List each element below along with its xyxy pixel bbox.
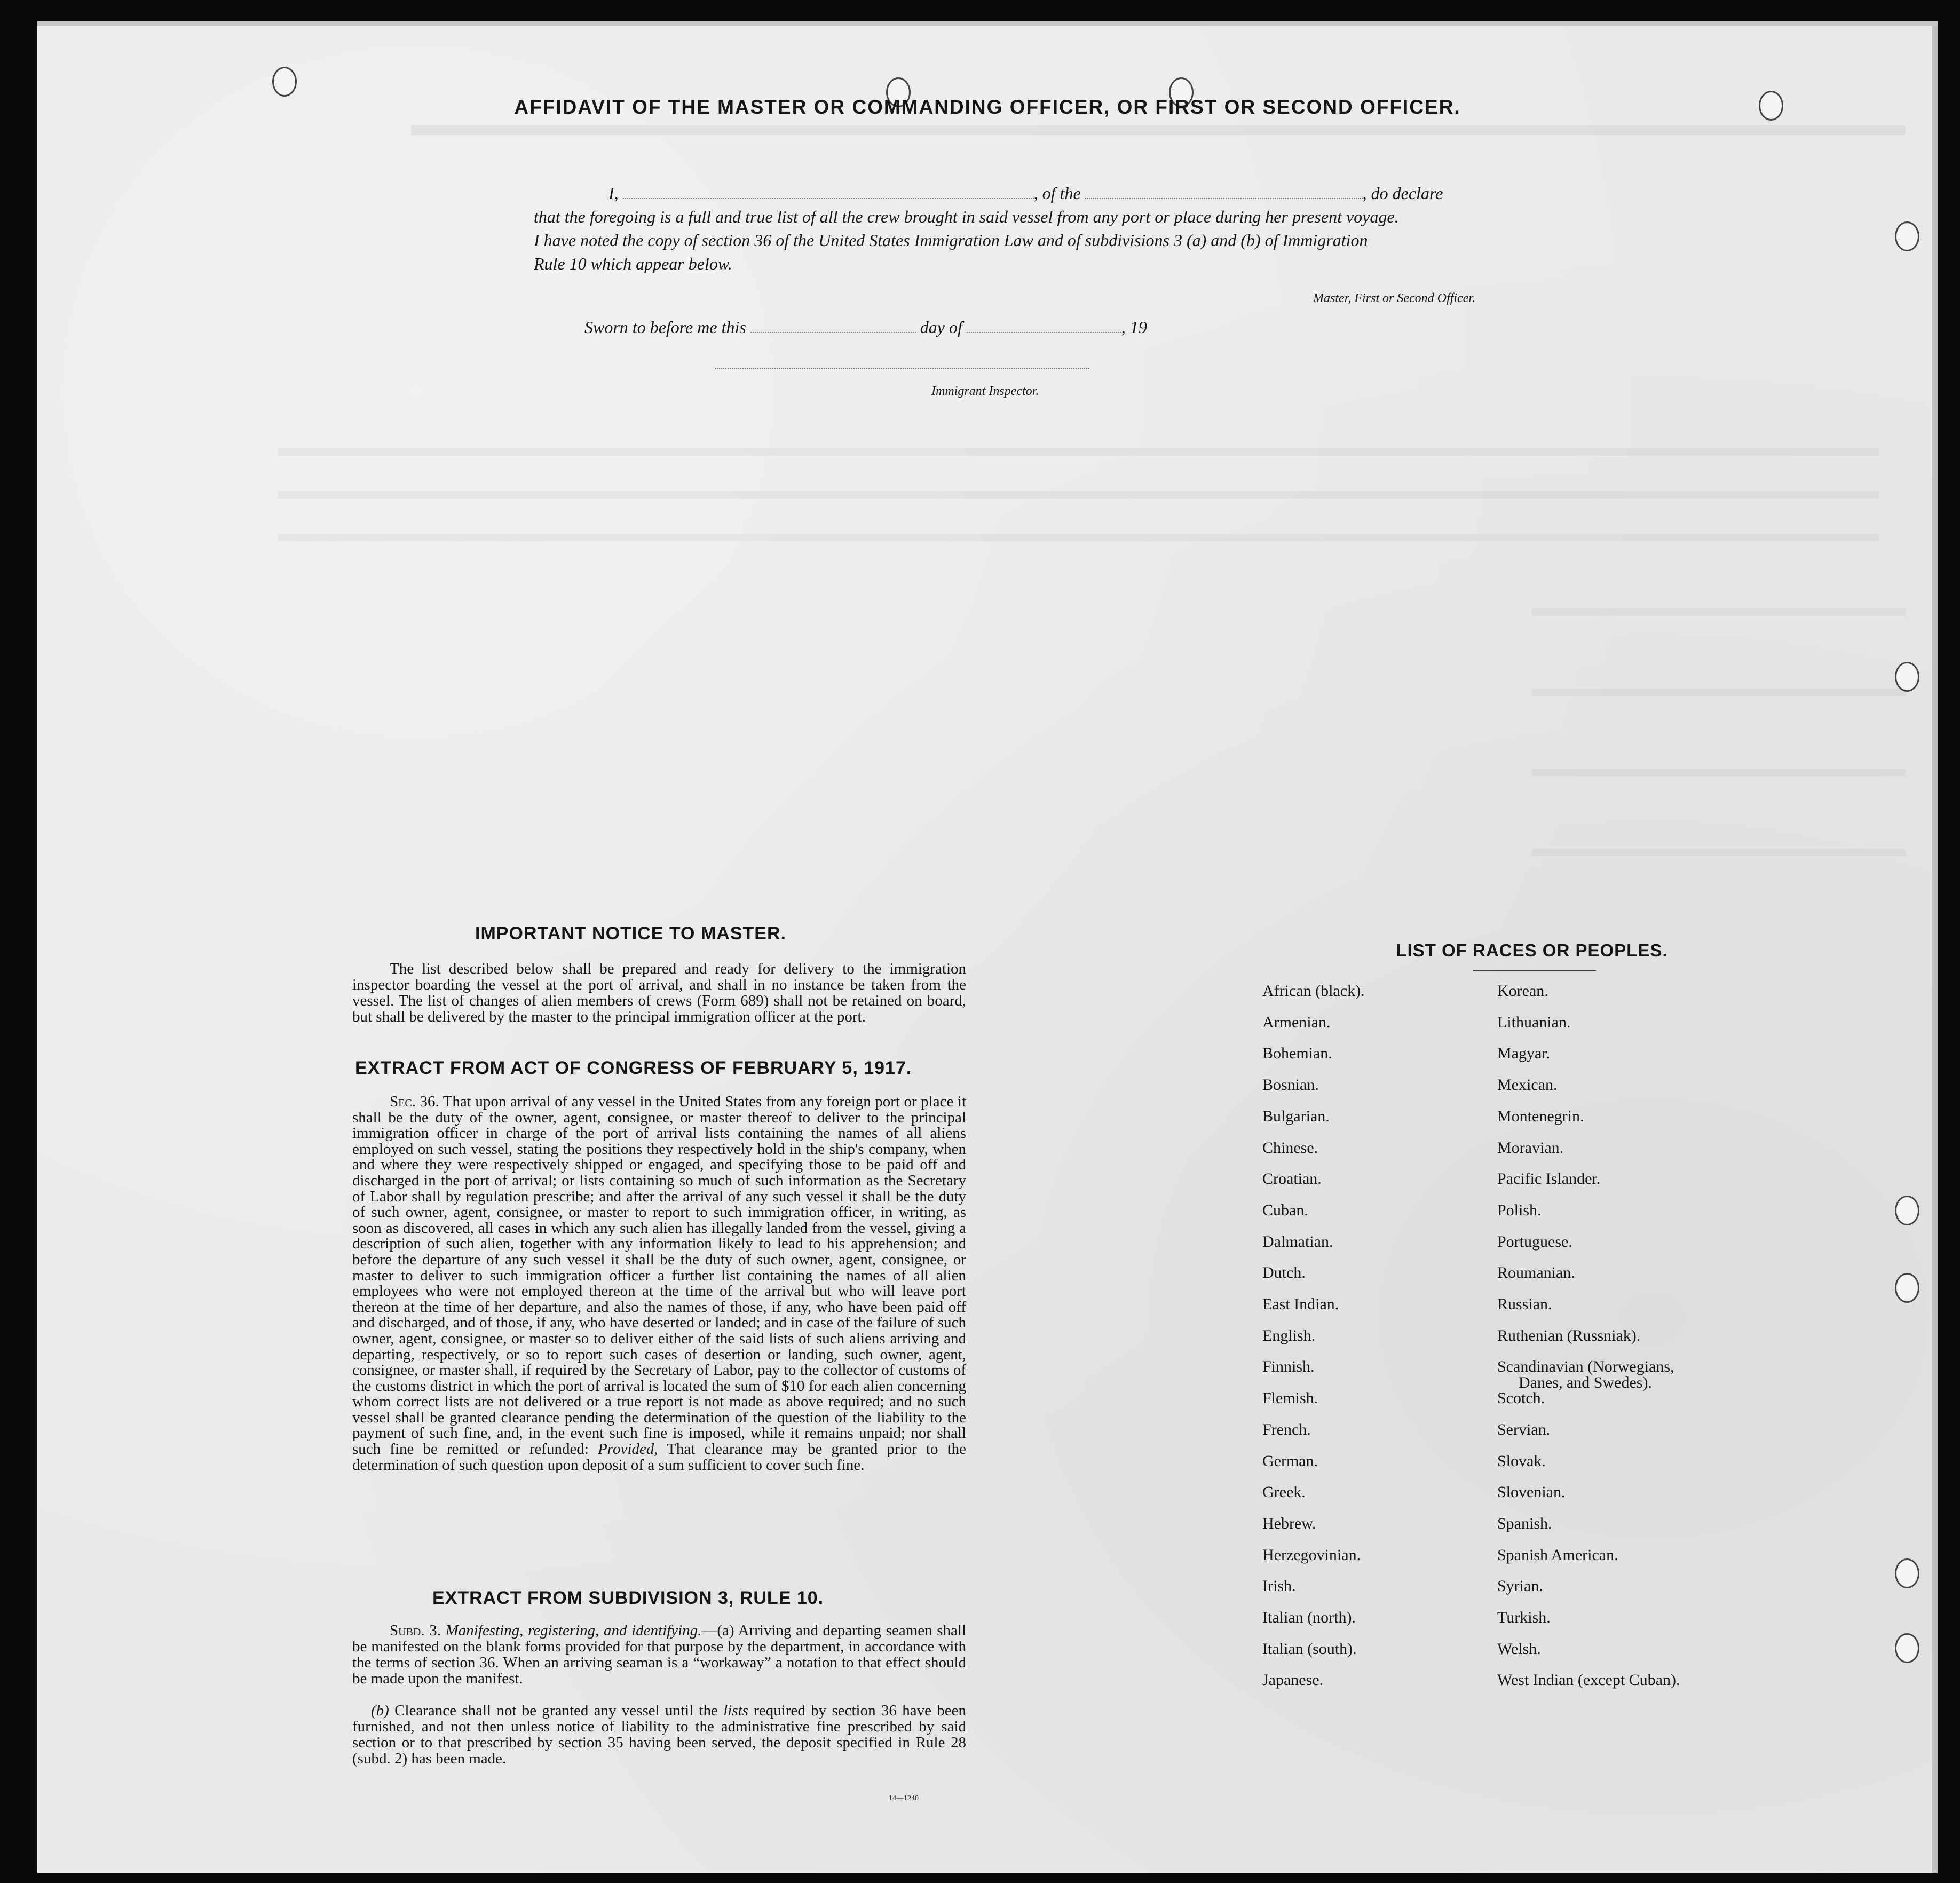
name-blank[interactable] — [623, 198, 1034, 199]
binder-hole — [1895, 1273, 1919, 1303]
race-item: Armenian. — [1262, 1013, 1331, 1031]
race-item: Roumanian. — [1497, 1264, 1575, 1282]
binder-hole — [1895, 1196, 1919, 1225]
race-item: Bohemian. — [1262, 1045, 1332, 1063]
day-of-label: day of — [920, 318, 962, 337]
rule-extract-a — [352, 1623, 966, 1687]
act-extract-body — [352, 1094, 966, 1473]
bleed-through-line — [1532, 608, 1906, 616]
race-item: Polish. — [1497, 1201, 1542, 1219]
year-label: , 19 — [1121, 318, 1147, 337]
race-item: Moravian. — [1497, 1138, 1564, 1157]
sworn-month-blank[interactable] — [967, 332, 1121, 333]
form-number: 14—1240 — [889, 1794, 919, 1802]
race-item: Turkish. — [1497, 1609, 1551, 1626]
binder-hole — [272, 67, 297, 97]
binder-hole — [1895, 221, 1919, 251]
affidavit-declaration — [534, 181, 1601, 275]
race-item: Bulgarian. — [1262, 1107, 1330, 1125]
race-item: East Indian. — [1262, 1295, 1339, 1313]
race-item: Russian. — [1497, 1295, 1552, 1313]
race-item: Herzegovinian. — [1262, 1546, 1361, 1564]
declare-i: I, — [608, 184, 619, 203]
race-item: African (black). — [1262, 982, 1365, 1000]
race-item: Spanish American. — [1497, 1546, 1618, 1564]
subd-b-lists: lists — [723, 1702, 748, 1719]
subd-title: Manifesting, registering, and identifying. — [445, 1622, 702, 1639]
sec-label: Sec. 36. — [390, 1093, 439, 1110]
notice-body: The list described below shall be prepared and ready for delivery to the immigration inspector boarding the vessel at the port of arrival, and shall in no instance be taken from the vessel. The list of changes of alien members of crews (Form 689) shall not be retained on board, but shall be delivered by the master to the principal immigration officer at the port. — [352, 960, 966, 1025]
sec-body: That upon arrival of any vessel in the United States from any foreign port or place it shall be the duty of the owner, agent, consignee, or master thereof to deliver to the principal immigration officer in charge of the port of arrival lists containing the names of all aliens employed on such vessel, stating the positions they respectively hold in the ship's company, when and where they were respectively shipped or engaged, and specifying those to be paid off and discharged in the port of arrival; or lists containing so much of such information as the Secretary of Labor shall by regulation prescribe; and after the arrival of any such vessel it shall be the duty of such owner, agent, consignee, or master to report to such immigration officer, in writing, as soon as discovered, all cases in which any such alien has illegally landed from the vessel, giving a description of such alien, together with any information likely to lead to his apprehension; and before the departure of any such vessel it shall be the duty of such owner, agent, consignee, or master to deliver to such immigration officer a further list containing the names of all alien employees who were not employed thereon at the time of the arrival but who will leave port thereon at the time of her departure, and also the names of those, if any, who have been paid off and discharged, and of those, if any, who have deserted or landed; and in case of the failure of such owner, agent, consignee, or master so to deliver either of the said lists of such aliens arriving and departing, respectively, or so to report such cases of desertion or landing, such owner, agent, consignee, or master shall, if required by the Secretary of Labor, pay to the collector of customs of the customs district in which the port of arrival is located the sum of $10 for each alien concerning whom correct lists are not delivered or a true report is not made as above required; and no such vessel shall be granted clearance pending the determination of the question of the liability to the payment of such fine, and, in the event such fine is imposed, while it remains unpaid; nor shall such fine be remitted or refunded: — [352, 1093, 966, 1458]
declare-end: , do declare — [1362, 184, 1443, 203]
bleed-through-line — [411, 125, 1906, 135]
page-edge-top — [37, 21, 1938, 26]
sworn-day-blank[interactable] — [750, 332, 916, 333]
race-item: Magyar. — [1497, 1045, 1551, 1063]
rule-extract-b — [352, 1703, 966, 1767]
race-item: Spanish. — [1497, 1514, 1552, 1532]
race-item: Pacific Islander. — [1497, 1170, 1601, 1188]
race-item: Mexican. — [1497, 1076, 1558, 1094]
affidavit-heading: AFFIDAVIT OF THE MASTER OR COMMANDING OFFICER, OR FIRST OR SECOND OFFICER. — [514, 96, 1461, 118]
declaration-line-1 — [534, 181, 1601, 205]
bleed-through-line — [1532, 689, 1906, 696]
declaration-line-2: that the foregoing is a full and true list of all the crew brought in said vessel from any port or place during her present voyage. — [534, 207, 1399, 226]
race-item: Irish. — [1262, 1577, 1296, 1595]
races-heading-rule — [1473, 970, 1596, 971]
subd-b-body-2: required by section 36 have been furnished, and not then unless notice of liability to the administrative fine prescribed by said section or to that prescribed by section 35 having been served, the deposit specified in Rule 28 (subd. 2) has been made. — [352, 1702, 966, 1767]
page-edge-right — [1932, 21, 1938, 1873]
races-heading: LIST OF RACES OR PEOPLES. — [1396, 940, 1668, 960]
subd-b-body-1: Clearance shall not be granted any vessel until the — [394, 1702, 718, 1719]
provided-word: Provided, — [598, 1441, 658, 1458]
race-item: Servian. — [1497, 1420, 1551, 1438]
race-item: Dutch. — [1262, 1264, 1306, 1282]
rule-extract-heading: EXTRACT FROM SUBDIVISION 3, RULE 10. — [432, 1588, 824, 1608]
race-item: Finnish. — [1262, 1358, 1315, 1376]
declaration-line-4: Rule 10 which appear below. — [534, 254, 732, 273]
master-signature-label: Master, First or Second Officer. — [1313, 291, 1475, 305]
bleed-through-line — [278, 448, 1879, 456]
bleed-through-line — [278, 491, 1879, 499]
notice-heading: IMPORTANT NOTICE TO MASTER. — [475, 923, 786, 944]
race-item: Greek. — [1262, 1483, 1306, 1501]
sworn-line — [584, 318, 1147, 337]
race-item: Dalmatian. — [1262, 1232, 1333, 1251]
inspector-signature-line[interactable] — [715, 368, 1089, 369]
sec-body-end: That clearance may be granted prior to the determination of such question upon deposit of a sum sufficient to cover such fine. — [352, 1441, 966, 1474]
race-item: Danes, and Swedes). — [1519, 1374, 1652, 1392]
vessel-blank[interactable] — [1085, 198, 1363, 199]
race-item: Italian (south). — [1262, 1640, 1357, 1658]
inspector-signature-label: Immigrant Inspector. — [931, 384, 1039, 398]
race-item: Bosnian. — [1262, 1076, 1319, 1094]
bleed-through-line — [278, 534, 1879, 541]
race-item: Ruthenian (Russniak). — [1497, 1326, 1641, 1344]
race-item: Slovenian. — [1497, 1483, 1566, 1501]
race-item: Welsh. — [1497, 1640, 1541, 1658]
race-item: Hebrew. — [1262, 1514, 1316, 1532]
subd-label: Subd. 3. — [390, 1622, 441, 1639]
race-item: Croatian. — [1262, 1170, 1322, 1188]
race-item: English. — [1262, 1326, 1316, 1344]
bleed-through-line — [1532, 849, 1906, 856]
race-item: German. — [1262, 1452, 1318, 1470]
subd-b-label: (b) — [371, 1702, 389, 1719]
binder-hole — [1895, 1633, 1919, 1663]
race-item: West Indian (except Cuban). — [1497, 1671, 1680, 1689]
race-item: Scotch. — [1497, 1389, 1545, 1407]
race-item: Cuban. — [1262, 1201, 1308, 1219]
race-item: Italian (north). — [1262, 1609, 1356, 1626]
race-item: Scandinavian (Norwegians, — [1497, 1358, 1674, 1376]
binder-hole — [1895, 662, 1919, 692]
subd-a-body: —(a) Arriving and departing seamen shall be manifested on the blank forms provided for that purpose by the department, in accordance with the terms of section 36. When an arriving seaman is a “workaway” a notation to that effect should be made upon the manifest. — [352, 1622, 966, 1687]
race-item: French. — [1262, 1420, 1311, 1438]
race-item: Portuguese. — [1497, 1232, 1572, 1251]
race-item: Japanese. — [1262, 1671, 1324, 1689]
act-extract-heading: EXTRACT FROM ACT OF CONGRESS OF FEBRUARY 5, 1917. — [355, 1058, 912, 1078]
declaration-line-3: I have noted the copy of section 36 of the United States Immigration Law and of subdivisions 3 (a) and (b) of Immigration — [534, 231, 1368, 250]
race-item: Korean. — [1497, 982, 1548, 1000]
sworn-label: Sworn to before me this — [584, 318, 746, 337]
binder-hole — [1895, 1558, 1919, 1588]
race-item: Flemish. — [1262, 1389, 1318, 1407]
race-item: Montenegrin. — [1497, 1107, 1584, 1125]
race-item: Chinese. — [1262, 1138, 1318, 1157]
race-item: Syrian. — [1497, 1577, 1543, 1595]
bleed-through-line — [1532, 769, 1906, 776]
race-item: Lithuanian. — [1497, 1013, 1571, 1031]
declare-of-the: , of the — [1033, 184, 1081, 203]
document-page — [37, 21, 1938, 1873]
race-item: Slovak. — [1497, 1452, 1546, 1470]
